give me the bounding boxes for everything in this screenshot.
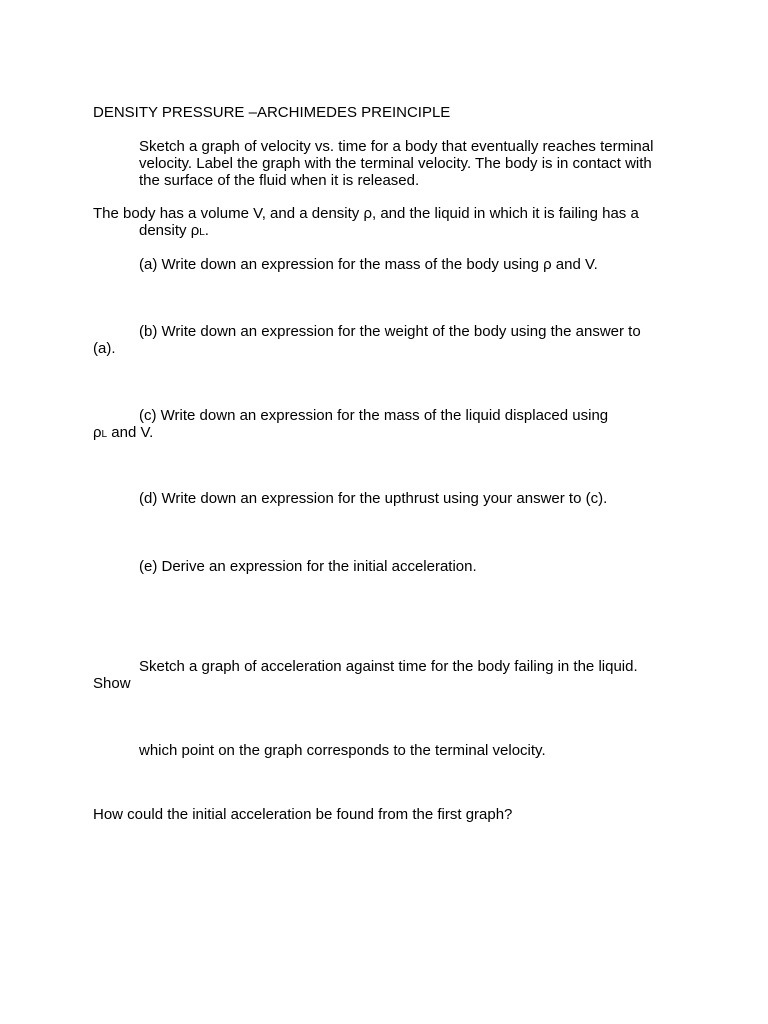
question-acceleration-graph-line-3: which point on the graph corresponds to the terminal velocity. — [139, 742, 546, 759]
part-d: (d) Write down an expression for the upthrust using your answer to (c). — [139, 490, 608, 507]
part-e: (e) Derive an expression for the initial acceleration. — [139, 558, 477, 575]
part-b-line-2: (a). — [93, 340, 116, 357]
part-c-line-1: (c) Write down an expression for the mass of the liquid displaced using — [139, 407, 609, 424]
rho-symbol: ρ — [93, 424, 102, 441]
part-a: (a) Write down an expression for the mass of the body using ρ and V. — [139, 256, 598, 273]
subscript-l: L — [101, 429, 108, 440]
and-v: and V. — [107, 424, 154, 441]
question-acceleration-graph-line-2: Show — [93, 675, 131, 692]
density-label: density ρ — [139, 222, 200, 239]
question-initial-acceleration: How could the initial acceleration be found from the first graph? — [93, 806, 513, 823]
part-c-line-2 — [93, 424, 153, 443]
subscript-l: L — [199, 227, 205, 238]
question-velocity-graph-line-3: the surface of the fluid when it is released. — [139, 172, 420, 189]
question-velocity-graph-line-2: velocity. Label the graph with the terminal velocity. The body is in contact with — [139, 155, 652, 172]
intro-line-1: The body has a volume V, and a density ρ, and the liquid in which it is failing has a — [93, 205, 639, 222]
page-title: DENSITY PRESSURE –ARCHIMEDES PREINCIPLE — [93, 104, 451, 121]
intro-line-2 — [139, 222, 209, 241]
question-acceleration-graph-line-1: Sketch a graph of acceleration against time for the body failing in the liquid. — [139, 658, 638, 675]
period: . — [204, 222, 209, 239]
part-b-line-1: (b) Write down an expression for the weight of the body using the answer to — [139, 323, 641, 340]
question-velocity-graph-line-1: Sketch a graph of velocity vs. time for a body that eventually reaches terminal — [139, 138, 654, 155]
